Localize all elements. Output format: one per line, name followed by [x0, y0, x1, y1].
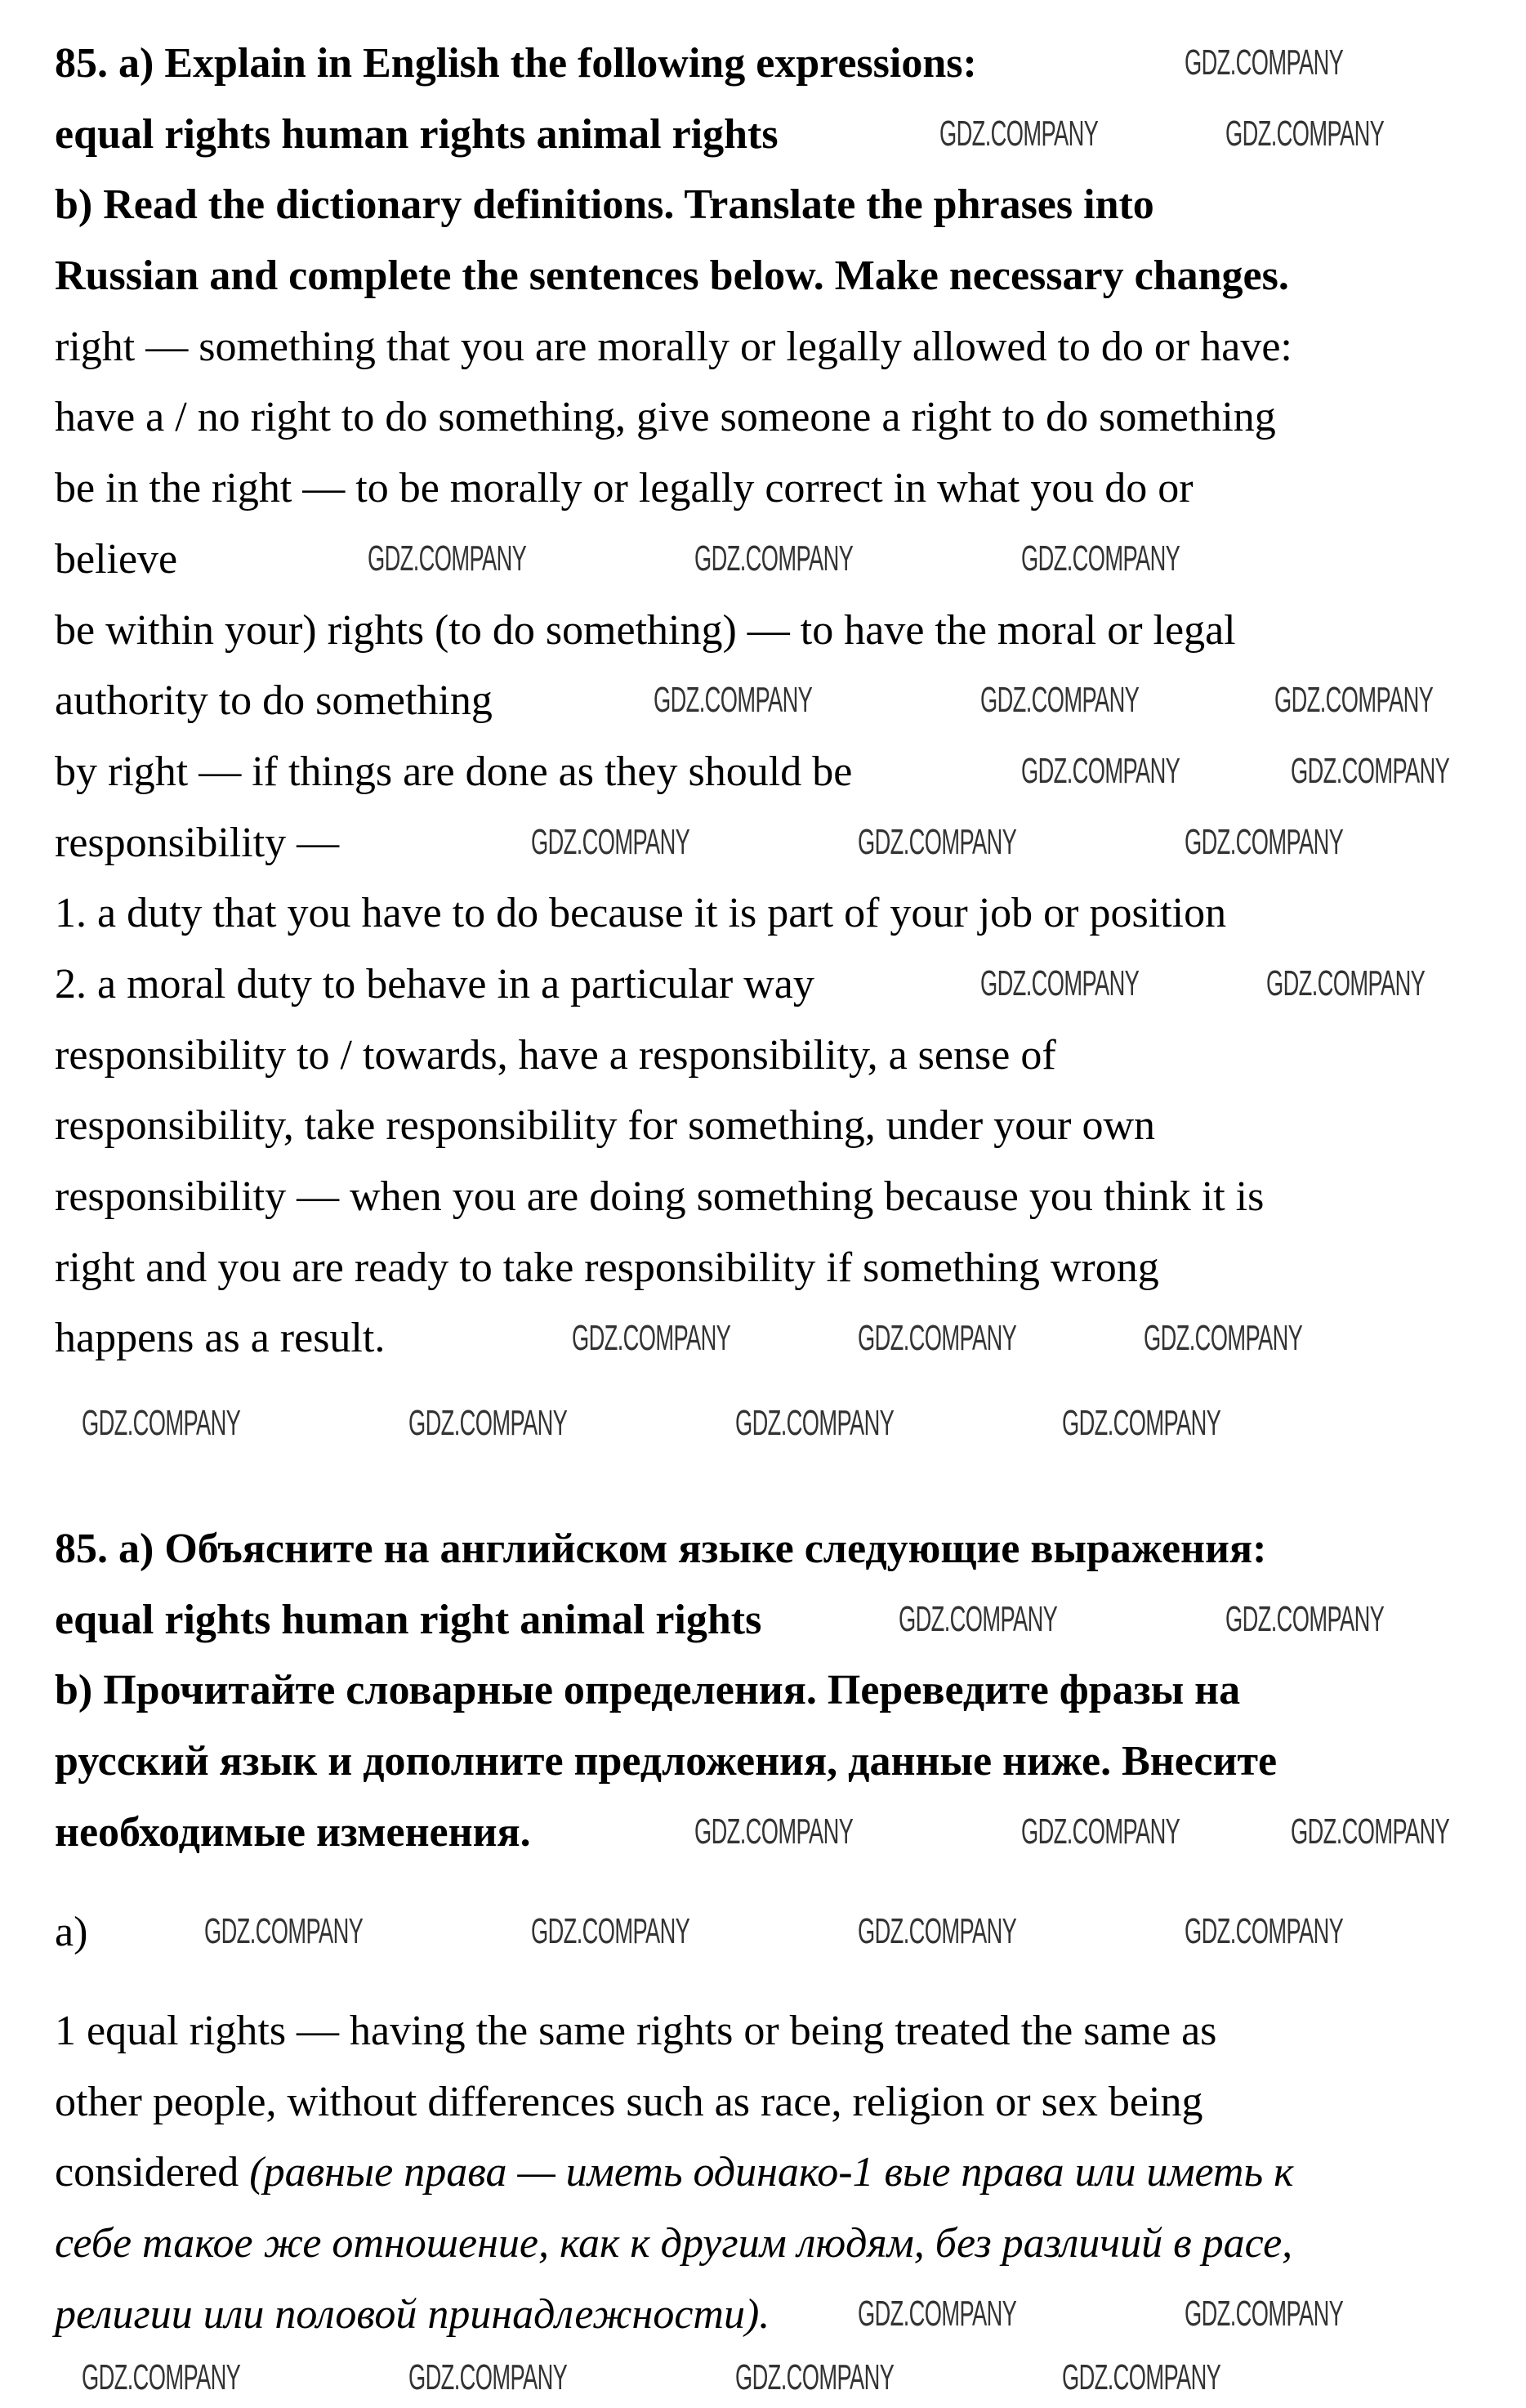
watermark: GDZ.COMPANY [694, 1812, 854, 1852]
watermark: GDZ.COMPANY [1144, 1318, 1303, 1358]
watermark: GDZ.COMPANY [368, 538, 527, 579]
watermark: GDZ.COMPANY [735, 1403, 895, 1443]
definition-line: happens as a result. [55, 1315, 386, 1362]
task-instruction-ru: b) Прочитайте словарные определения. Переведите фразы на [55, 1667, 1241, 1714]
task-heading: 85. a) Explain in English the following expressions: [55, 40, 977, 87]
task-heading-ru: 85. a) Объясните на английском языке следующие выражения: [55, 1526, 1267, 1572]
english-task-section [55, 29, 1493, 1374]
answer-translation: религии или половой принадлежности). [55, 2290, 770, 2338]
watermark: GDZ.COMPANY [1291, 1812, 1450, 1852]
watermark: GDZ.COMPANY [82, 2357, 241, 2397]
watermark: GDZ.COMPANY [572, 1318, 731, 1358]
watermark: GDZ.COMPANY [1225, 1599, 1385, 1639]
watermark: GDZ.COMPANY [531, 822, 690, 862]
answer-part-label: a) [55, 1909, 88, 1955]
task-instruction: Russian and complete the sentences below. Make necessary changes. [55, 252, 1289, 300]
watermark: GDZ.COMPANY [1225, 114, 1385, 154]
watermark: GDZ.COMPANY [1062, 2357, 1221, 2397]
answer-line [55, 2138, 1293, 2209]
answer-line: 1 equal rights — having the same rights or being treated the same as [55, 2008, 1217, 2054]
watermark: GDZ.COMPANY [1062, 1403, 1221, 1443]
watermark: GDZ.COMPANY [1021, 538, 1180, 579]
watermark: GDZ.COMPANY [939, 114, 1099, 154]
watermark: GDZ.COMPANY [82, 1403, 241, 1443]
task-instruction-ru: русский язык и дополните предложения, данные ниже. Внесите [55, 1738, 1278, 1785]
watermark: GDZ.COMPANY [531, 1911, 690, 1951]
definition-line: responsibility — [55, 819, 340, 866]
watermark: GDZ.COMPANY [980, 963, 1140, 1003]
watermark: GDZ.COMPANY [1185, 42, 1344, 83]
answer-text: considered [55, 2149, 250, 2196]
definition-line: believe [55, 535, 178, 583]
watermark: GDZ.COMPANY [858, 1318, 1017, 1358]
definition-line: right and you are ready to take responsibility if something wrong [55, 1244, 1159, 1291]
watermark: GDZ.COMPANY [1185, 822, 1344, 862]
watermark: GDZ.COMPANY [408, 2357, 568, 2397]
definition-line: responsibility, take responsibility for something, under your own [55, 1102, 1155, 1150]
watermark: GDZ.COMPANY [858, 1911, 1017, 1951]
russian-task-section [55, 1514, 1493, 1868]
answer-translation: (равные права — иметь одинако-1 вые права или иметь к [249, 2149, 1294, 2196]
definition-line: be within your) rights (to do something) — to have the moral or legal [55, 606, 1236, 654]
watermark: GDZ.COMPANY [1021, 1812, 1180, 1852]
definition-line: right — something that you are morally or legally allowed to do or have: [55, 323, 1292, 370]
watermark: GDZ.COMPANY [858, 2294, 1017, 2334]
definition-line: 1. a duty that you have to do because it is part of your job or position [55, 890, 1227, 937]
answer-label [55, 1897, 1493, 1968]
task-expressions: equal rights human rights animal rights [55, 110, 779, 158]
watermark: GDZ.COMPANY [1274, 680, 1434, 720]
watermark: GDZ.COMPANY [899, 1599, 1058, 1639]
watermark: GDZ.COMPANY [980, 680, 1140, 720]
watermark: GDZ.COMPANY [1266, 963, 1426, 1003]
watermark: GDZ.COMPANY [735, 2357, 895, 2397]
answer-line: other people, without differences such as race, religion or sex being [55, 2078, 1203, 2125]
answer-section [55, 1996, 1493, 2350]
task-expressions-ru: equal rights human right animal rights [55, 1596, 762, 1643]
watermark: GDZ.COMPANY [858, 822, 1017, 862]
task-instruction-ru: необходимые изменения. [55, 1808, 531, 1856]
watermark: GDZ.COMPANY [408, 1403, 568, 1443]
watermark: GDZ.COMPANY [1185, 1911, 1344, 1951]
definition-line: be in the right — to be morally or legally correct in what you do or [55, 465, 1194, 512]
definition-line: responsibility to / towards, have a responsibility, a sense of [55, 1031, 1056, 1079]
watermark: GDZ.COMPANY [1291, 751, 1450, 791]
answer-translation: себе такое же отношение, как к другим людям, без различий в расе, [55, 2220, 1293, 2267]
definition-line: authority to do something [55, 677, 493, 725]
watermark: GDZ.COMPANY [694, 538, 854, 579]
watermark: GDZ.COMPANY [204, 1911, 364, 1951]
watermark: GDZ.COMPANY [1021, 751, 1180, 791]
definition-line: 2. a moral duty to behave in a particular way [55, 960, 814, 1007]
task-instruction: b) Read the dictionary definitions. Translate the phrases into [55, 181, 1154, 229]
watermark: GDZ.COMPANY [1185, 2294, 1344, 2334]
watermark: GDZ.COMPANY [654, 680, 813, 720]
definition-line: by right — if things are done as they should be [55, 748, 853, 795]
definition-line: responsibility — when you are doing something because you think it is [55, 1173, 1265, 1220]
definition-line: have a / no right to do something, give someone a right to do something [55, 394, 1276, 441]
